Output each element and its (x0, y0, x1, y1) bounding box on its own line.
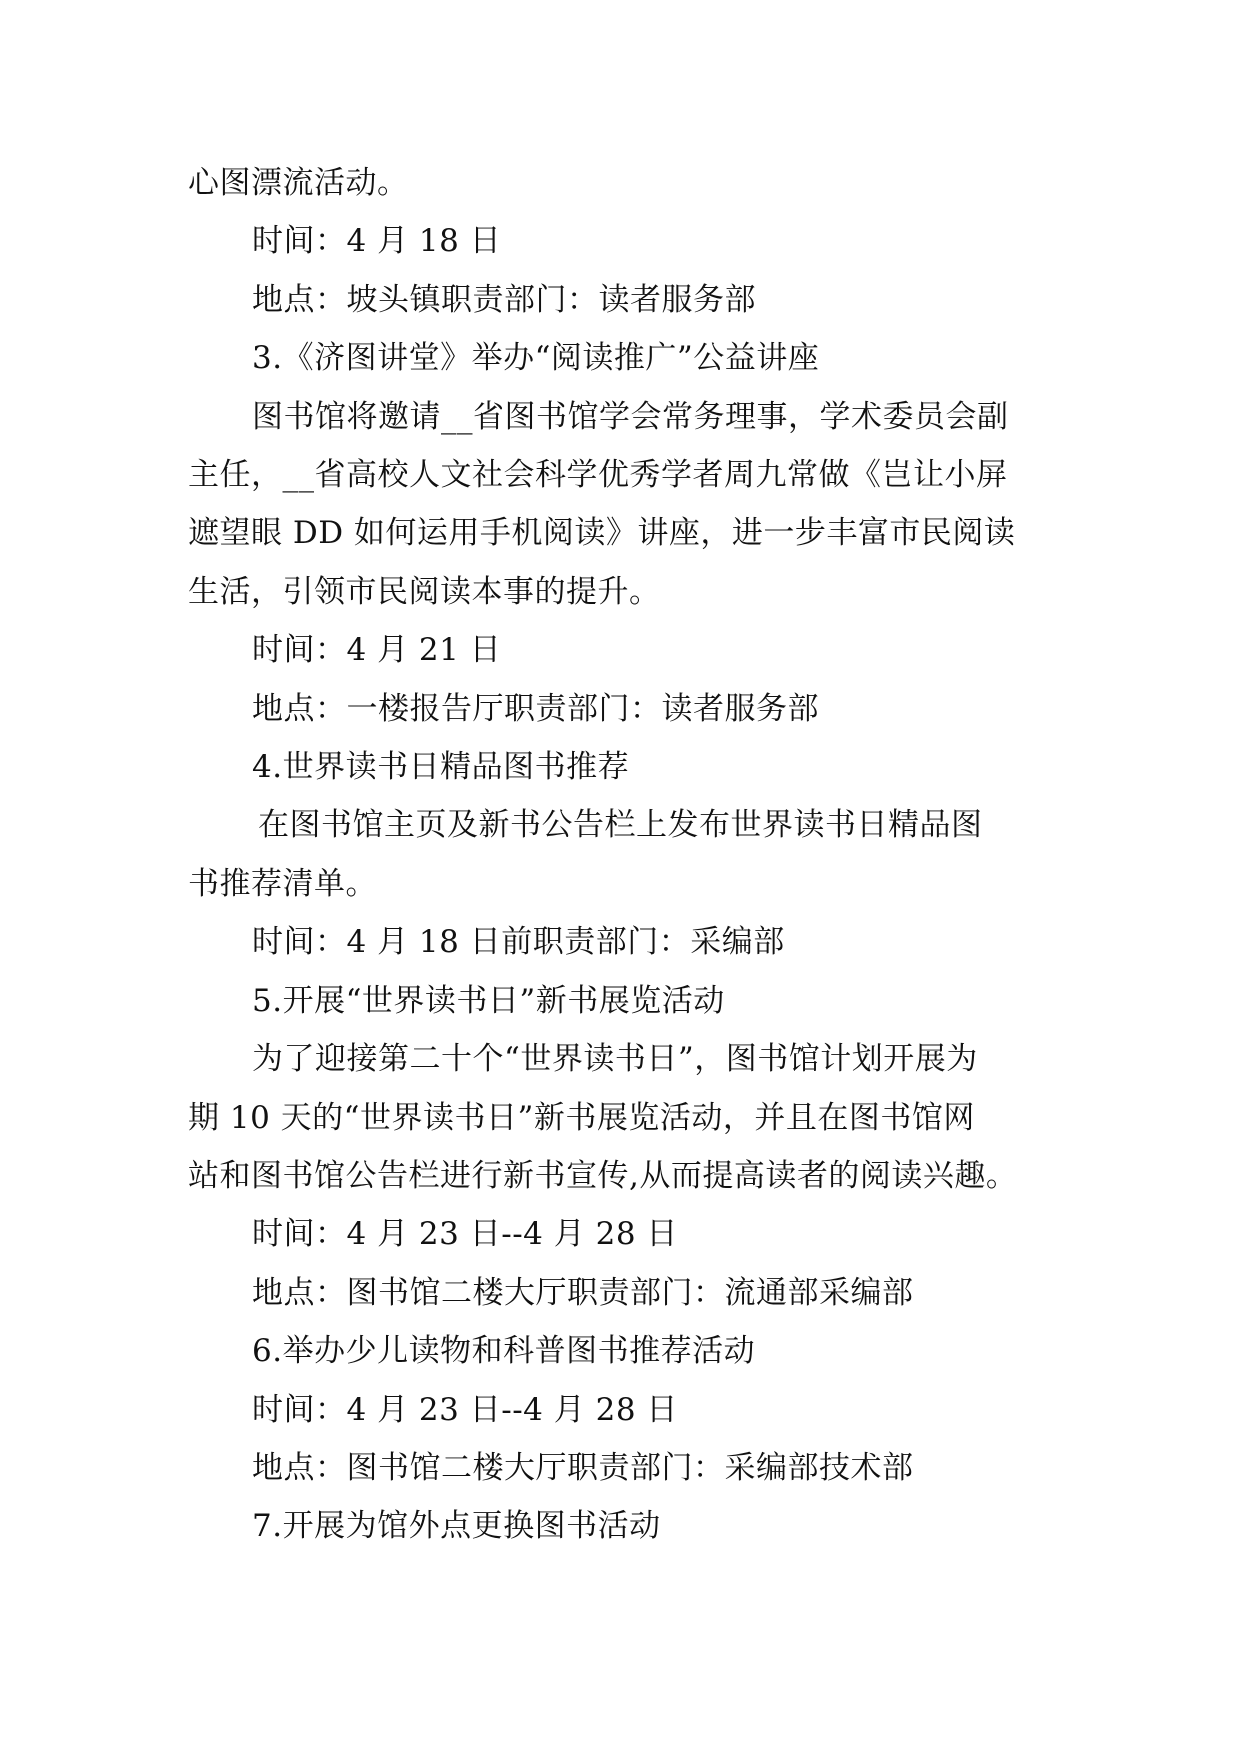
text-line: 地点：图书馆二楼大厅职责部门：采编部技术部 (252, 1449, 914, 1486)
text-line: 心图漂流活动。 (188, 165, 409, 201)
section-heading: 5.开展“世界读书日”新书展览活动 (252, 982, 725, 1019)
document-body (188, 154, 1058, 1556)
text-line: 在图书馆主页及新书公告栏上发布世界读书日精品图 (258, 807, 983, 844)
text-line: 时间：4 月 23 日--4 月 28 日 (252, 1391, 678, 1428)
text-line: 时间：4 月 18 日前职责部门：采编部 (252, 924, 785, 961)
text-line: 期 10 天的“世界读书日”新书展览活动，并且在图书馆网 (188, 1099, 975, 1136)
text-line: 地点：坡头镇职责部门：读者服务部 (252, 281, 756, 318)
text-line: 地点：图书馆二楼大厅职责部门：流通部采编部 (252, 1274, 914, 1311)
text-line: 时间：4 月 18 日 (252, 223, 502, 260)
section-heading: 4.世界读书日精品图书推荐 (252, 749, 630, 786)
section-heading: 3.《济图讲堂》举办“阅读推广”公益讲座 (252, 340, 820, 377)
text-line: 时间：4 月 21 日 (252, 632, 502, 669)
section-heading: 7.开展为馆外点更换图书活动 (252, 1508, 661, 1545)
text-line: 主任，__省高校人文社会科学优秀学者周九常做《岂让小屏 (188, 457, 1008, 494)
text-line: 生活，引领市民阅读本事的提升。 (188, 573, 661, 610)
text-line: 书推荐清单。 (188, 865, 377, 902)
section-heading: 6.举办少儿读物和科普图书推荐活动 (252, 1333, 756, 1370)
text-line: 时间：4 月 23 日--4 月 28 日 (252, 1216, 678, 1253)
text-line: 站和图书馆公告栏进行新书宣传,从而提高读者的阅读兴趣。 (188, 1157, 1018, 1194)
text-line: 地点：一楼报告厅职责部门：读者服务部 (252, 690, 819, 727)
text-line: 图书馆将邀请__省图书馆学会常务理事，学术委员会副 (252, 398, 1009, 435)
text-line: 遮望眼 DD 如何运用手机阅读》讲座，进一步丰富市民阅读 (188, 515, 1016, 552)
text-line: 为了迎接第二十个“世界读书日”，图书馆计划开展为 (252, 1041, 978, 1078)
